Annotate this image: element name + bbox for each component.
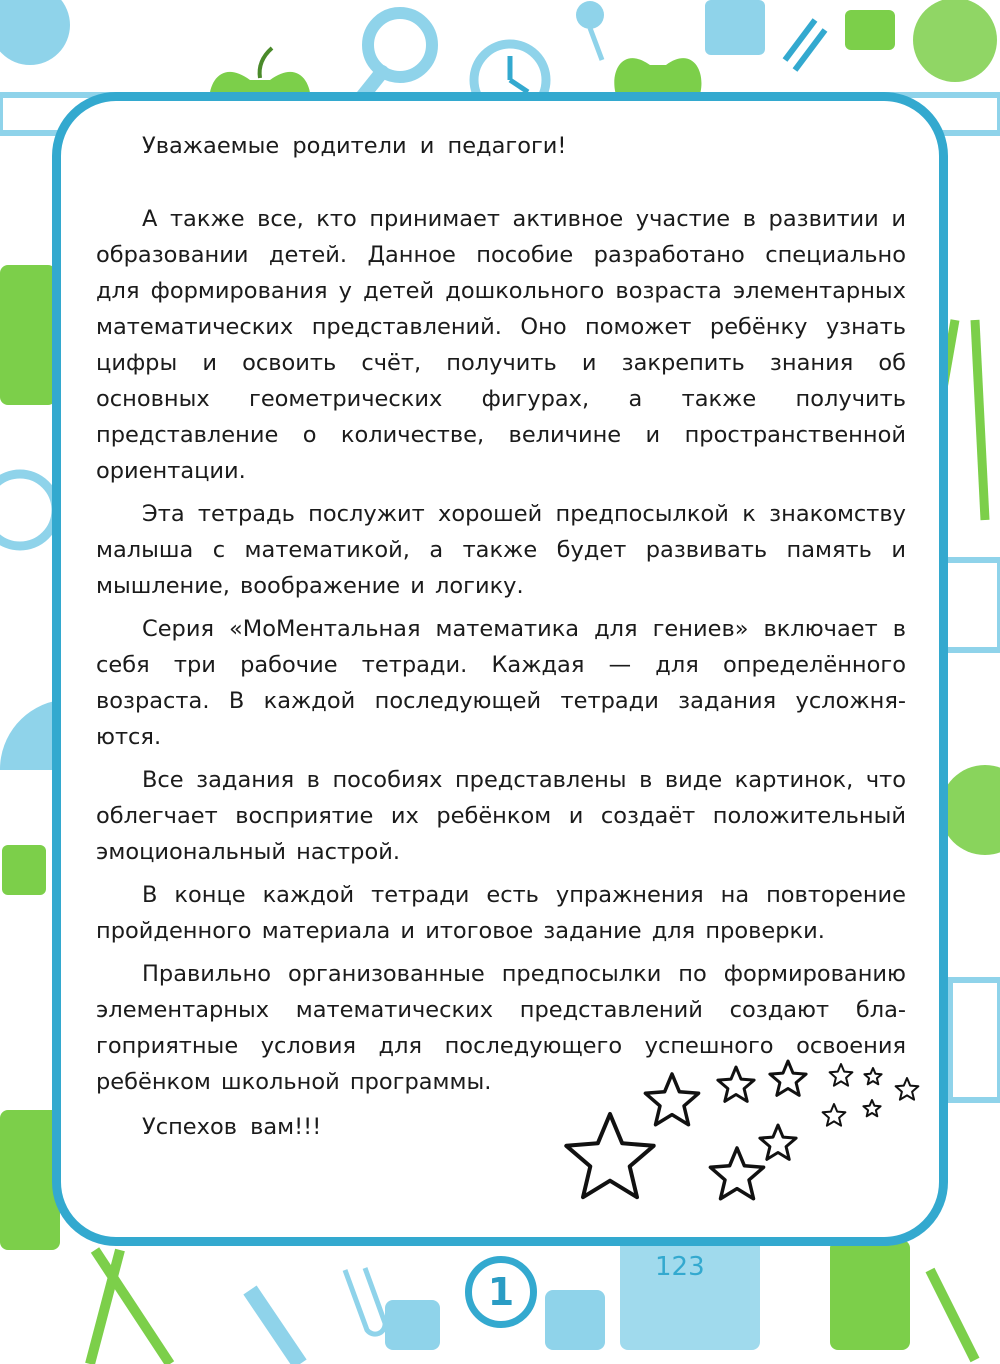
page-number-badge: 1 [465, 1256, 537, 1328]
globe-icon [913, 0, 997, 82]
globe-icon [0, 0, 70, 65]
eraser-icon [545, 1290, 605, 1350]
star-icon [830, 1064, 853, 1086]
sharpener-icon [385, 1300, 440, 1350]
alarm-clock-icon [0, 474, 56, 546]
globe-icon [940, 765, 1000, 855]
star-icon [863, 1100, 880, 1116]
protractor-icon [0, 700, 60, 770]
star-icon [645, 1074, 698, 1125]
paper-icon [945, 560, 1000, 650]
star-icon [718, 1067, 754, 1101]
notebook-icon [950, 980, 1000, 1100]
book-icon [0, 265, 56, 405]
sharpener-icon [2, 845, 46, 895]
greeting-heading: Уважаемые родители и педагоги! [142, 133, 567, 159]
star-icon [566, 1114, 653, 1197]
star-icon [760, 1125, 796, 1159]
star-icon [823, 1104, 846, 1126]
pencil-icon [930, 1270, 975, 1360]
paragraph: А также все, кто принимает активное участие в развитии и образовании детей. Данное пособие разработано специально для формирования у детей дошкольного возраста элементарных математических представлений. Оно поможет ребёнку узнать цифры и освоить счёт, получить и закрепить знания об основных геометрических фигурах, а также получить представление о количестве, величине и пространственной ориентации. [96, 206, 906, 484]
paperclip-icon [345, 1268, 385, 1334]
notebook-label: 123 [655, 1252, 705, 1282]
compass-icon [90, 1250, 170, 1364]
book-icon [0, 1110, 60, 1250]
intro-text [96, 128, 906, 1100]
pencil-icon [250, 1290, 300, 1364]
stars-decoration [560, 1050, 930, 1220]
star-icon [896, 1078, 919, 1100]
star-icon [864, 1068, 881, 1084]
book-icon [830, 1240, 910, 1350]
star-icon [770, 1061, 806, 1095]
paragraph: Правильно организованные предпосылки по формированию элементарных математических представлений создают благоприятные условия для последующего успешного освоения ребёнком школьной программы. [96, 961, 906, 1095]
pin-icon [576, 1, 604, 60]
closing-line: Успехов вам!!! [142, 1114, 322, 1140]
paragraph: Серия «МоМентальная математика для гениев» включает в себя три рабочие тетради. Каждая — для определённого возраста. В каждой последующей тетради задания усложняются. [96, 616, 906, 750]
notebook-icon [620, 1230, 760, 1350]
sharpener-icon [845, 10, 895, 50]
paragraph: В конце каждой тетради есть упражнения на повторение пройденного материала и итоговое задание для проверки. [96, 882, 906, 944]
eraser-icon [705, 0, 765, 55]
star-icon [710, 1148, 763, 1199]
pencils-icon [785, 20, 825, 70]
paragraph: Все задания в пособиях представлены в виде картинок, что облегчает восприятие их ребёнком и создаёт положительный эмоциональный настрой. [96, 767, 906, 865]
paragraph: Эта тетрадь послужит хорошей предпосылкой к знакомству малыша с математикой, а также будет развивать память и мышление, воображение и логику. [96, 501, 906, 599]
